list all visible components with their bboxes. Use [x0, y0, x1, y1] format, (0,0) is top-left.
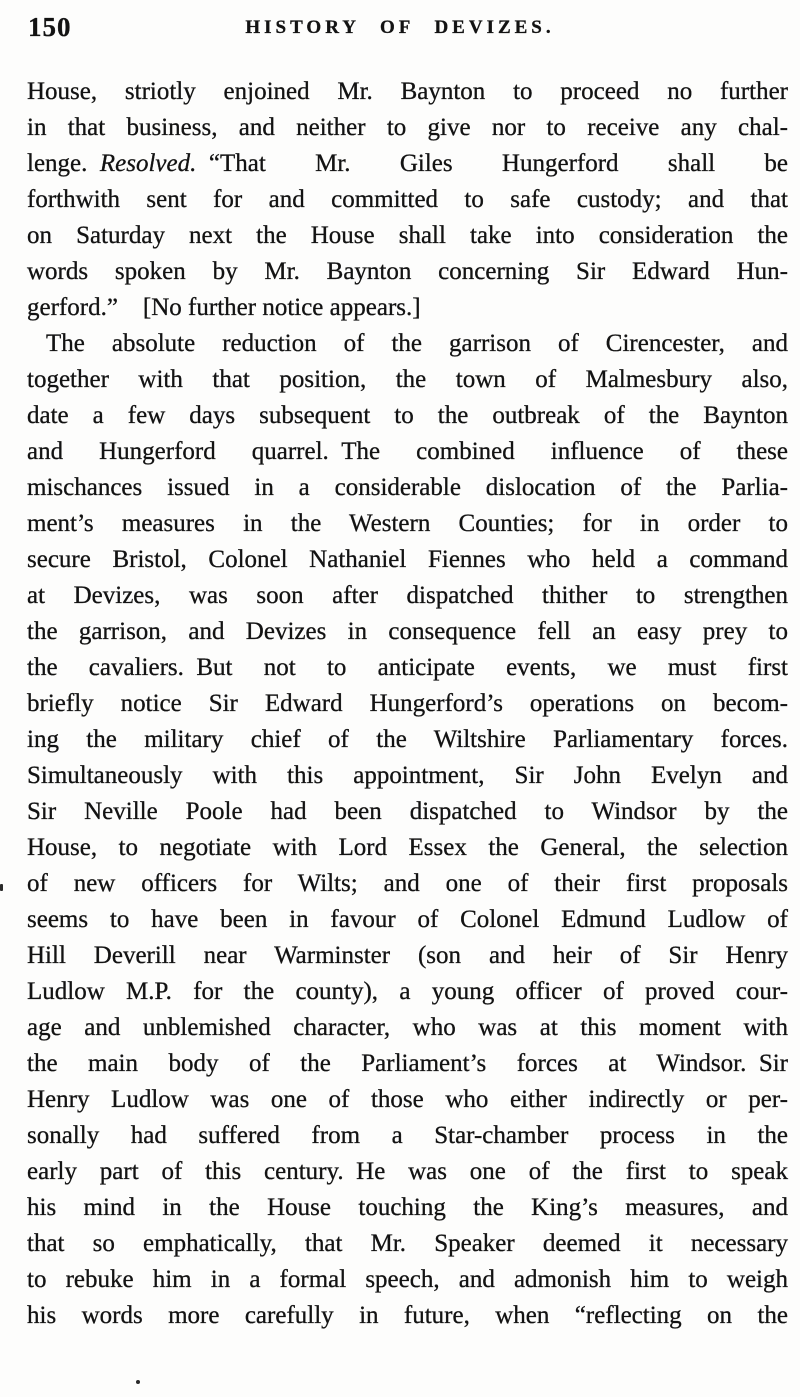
text-line: the garrison, and Devizes in consequence fell an easy prey to	[27, 618, 788, 645]
text-line: his words more carefully in future, when “reflecting on the	[27, 1302, 788, 1329]
text-line: his mind in the House touching the King’s measures, and	[27, 1194, 788, 1221]
text-line: sonally had suffered from a Star-chamber process in the	[27, 1122, 788, 1149]
text-line: gerford.” [No further notice appears.]	[27, 294, 421, 321]
text-line	[27, 146, 788, 182]
text-segment: “That Mr. Giles Hungerford shall be	[196, 150, 788, 177]
text-line: Sir Neville Poole had been dispatched to Windsor by the	[27, 798, 788, 825]
text-line: Simultaneously with this appointment, Sir John Evelyn and	[27, 762, 788, 789]
text-line: Henry Ludlow was one of those who either indirectly or per-	[27, 1086, 788, 1113]
text-line: age and unblemished character, who was at this moment with	[27, 1014, 788, 1041]
text-line: words spoken by Mr. Baynton concerning Sir Edward Hun-	[27, 258, 788, 285]
text-line: at Devizes, was soon after dispatched thither to strengthen	[27, 582, 788, 609]
page-header	[0, 10, 800, 50]
text-line: secure Bristol, Colonel Nathaniel Fiennes who held a command	[27, 546, 788, 573]
text-line: date a few days subsequent to the outbreak of the Baynton	[27, 402, 788, 429]
text-line: House, to negotiate with Lord Essex the General, the selection	[27, 834, 788, 861]
text-line: Hill Deverill near Warminster (son and heir of Sir Henry	[27, 942, 788, 969]
page-number: 150	[28, 12, 72, 42]
text-line: briefly notice Sir Edward Hungerford’s operations on becom-	[27, 690, 788, 717]
ink-speck	[136, 1380, 140, 1384]
page-body	[27, 74, 788, 1334]
text-line: to rebuke him in a formal speech, and admonish him to weigh	[27, 1266, 788, 1293]
text-line: together with that position, the town of Malmesbury also,	[27, 366, 788, 393]
text-line: forthwith sent for and committed to safe custody; and that	[27, 186, 788, 213]
text-line: mischances issued in a considerable dislocation of the Parlia-	[27, 474, 788, 501]
text-segment: lenge.	[27, 150, 100, 177]
running-header: HISTORY OF DEVIZES.	[245, 17, 555, 38]
text-line: The absolute reduction of the garrison of Cirencester, and	[46, 330, 788, 357]
text-line: House, striotly enjoined Mr. Baynton to proceed no further	[27, 78, 788, 105]
text-line: early part of this century. He was one of the first to speak	[27, 1158, 788, 1185]
text-line: Ludlow M.P. for the county), a young officer of proved cour-	[27, 978, 788, 1005]
text-line: seems to have been in favour of Colonel Edmund Ludlow of	[27, 906, 788, 933]
text-line: the main body of the Parliament’s forces at Windsor. Sir	[27, 1050, 788, 1077]
text-line: the cavaliers. But not to anticipate events, we must first	[27, 654, 788, 681]
ink-speck	[0, 884, 3, 891]
text-line: of new officers for Wilts; and one of their first proposals	[27, 870, 788, 897]
text-line: ment’s measures in the Western Counties; for in order to	[27, 510, 788, 537]
text-line: that so emphatically, that Mr. Speaker deemed it necessary	[27, 1230, 788, 1257]
text-line: and Hungerford quarrel. The combined influence of these	[27, 438, 788, 465]
text-line: in that business, and neither to give nor to receive any chal-	[27, 114, 788, 141]
text-line: on Saturday next the House shall take into consideration the	[27, 222, 788, 249]
italic-text: Resolved.	[99, 150, 197, 177]
text-line: ing the military chief of the Wiltshire Parliamentary forces.	[27, 726, 788, 753]
